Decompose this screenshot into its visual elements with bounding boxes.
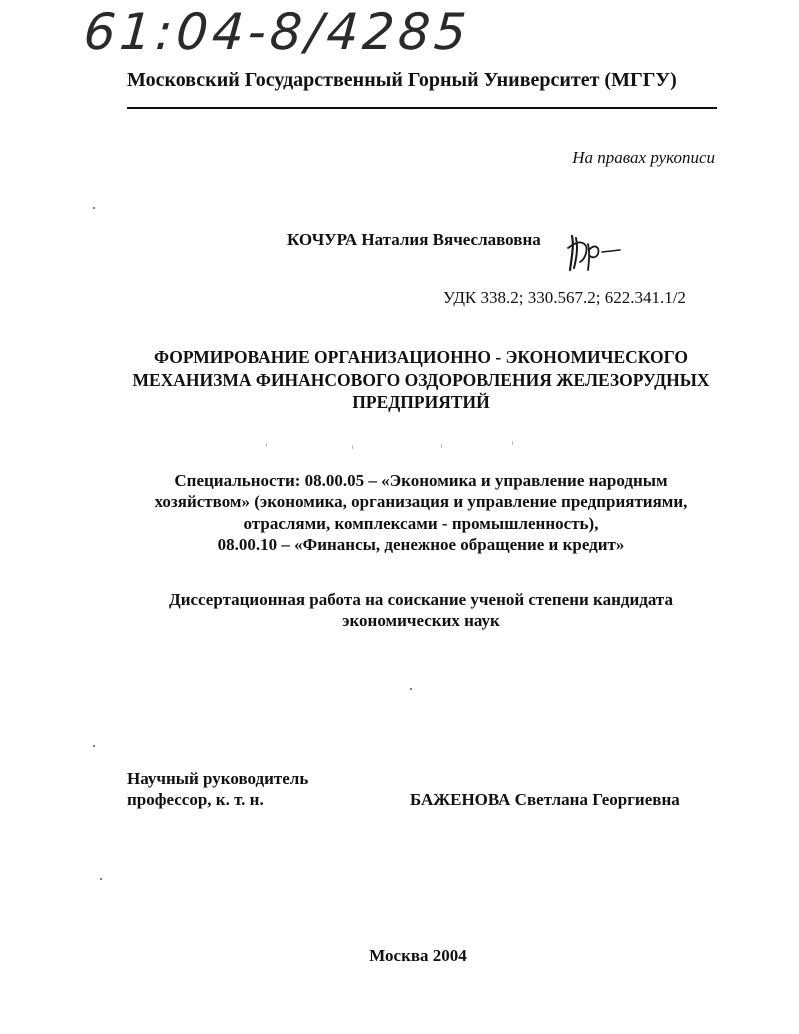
supervisor-role: Научный руководитель xyxy=(127,769,309,788)
author-name: КОЧУРА Наталия Вячеславовна xyxy=(287,230,541,249)
place-year: Москва 2004 xyxy=(369,946,467,965)
degree-line: Диссертационная работа на соискание ученой степени кандидата xyxy=(169,590,673,609)
scan-speck xyxy=(410,688,412,690)
supervisor-name: БАЖЕНОВА Светлана Георгиевна xyxy=(410,790,680,809)
title-line: ПРЕДПРИЯТИЙ xyxy=(352,392,490,412)
specialties-line: хозяйством» (экономика, организация и управление предприятиями, xyxy=(154,492,688,512)
manuscript-note: На правах рукописи xyxy=(572,148,715,167)
udc-code: УДК 338.2; 330.567.2; 622.341.1/2 xyxy=(443,288,686,307)
supervisor-title: профессор, к. т. н. xyxy=(127,790,264,809)
dissertation-title xyxy=(121,346,721,414)
header-rule xyxy=(127,107,717,109)
scan-speck xyxy=(441,444,442,448)
scan-speck xyxy=(93,745,95,747)
specialties-line: 08.00.10 – «Финансы, денежное обращение и кредит» xyxy=(217,534,625,554)
title-line: ФОРМИРОВАНИЕ ОРГАНИЗАЦИОННО - ЭКОНОМИЧЕСКОГО xyxy=(154,347,688,367)
archive-number: 61:04-8/4285 xyxy=(81,3,472,61)
degree-line: экономических наук xyxy=(342,610,500,630)
scan-speck xyxy=(100,878,102,880)
scan-speck xyxy=(93,207,95,209)
specialties-line: Специальности: 08.00.05 – «Экономика и управление народным xyxy=(174,471,668,490)
degree-statement xyxy=(121,590,721,631)
scan-speck xyxy=(266,443,267,447)
scan-speck xyxy=(512,441,513,445)
scan-speck xyxy=(352,445,353,449)
author-signature xyxy=(562,226,626,274)
university-name: Московский Государственный Горный Университет (МГГУ) xyxy=(127,69,677,91)
title-line: МЕХАНИЗМА ФИНАНСОВОГО ОЗДОРОВЛЕНИЯ ЖЕЛЕЗОРУДНЫХ xyxy=(132,369,710,390)
specialties-line: отраслями, комплексами - промышленность), xyxy=(243,513,599,533)
specialties xyxy=(121,470,721,555)
